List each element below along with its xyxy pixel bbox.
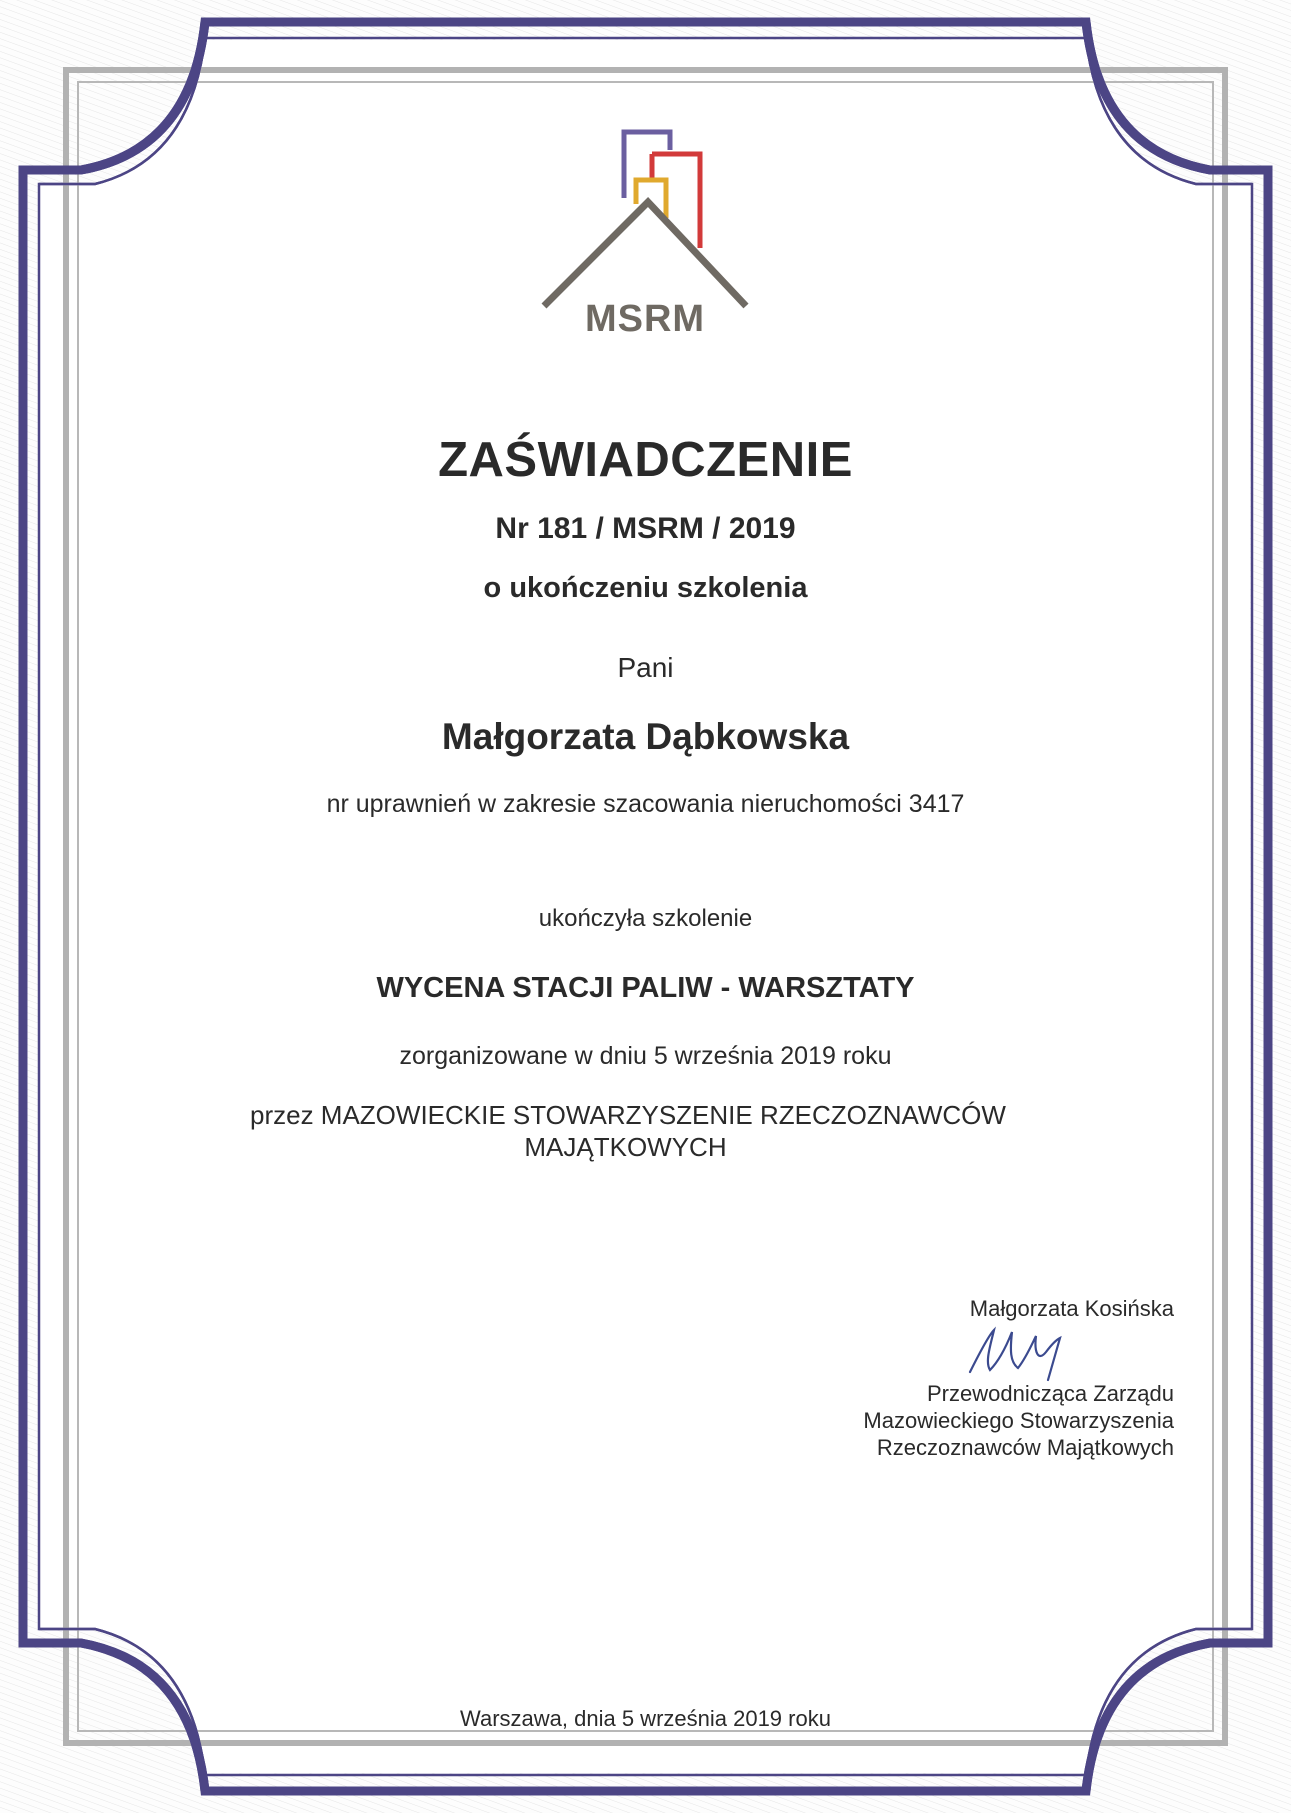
person-name: Małgorzata Dąbkowska bbox=[441, 716, 850, 757]
salutation: Pani bbox=[617, 652, 674, 683]
course-name: WYCENA STACJI PALIW - WARSZTATY bbox=[376, 972, 915, 1004]
certificate-title: ZAŚWIADCZENIE bbox=[438, 433, 853, 487]
role-line-3: Rzeczoznawców Majątkowych bbox=[876, 1435, 1174, 1460]
logo-roof bbox=[544, 202, 746, 306]
place-date: Warszawa, dnia 5 września 2019 roku bbox=[460, 1706, 831, 1731]
certificate-subtitle: o ukończeniu szkolenia bbox=[483, 572, 808, 604]
signatory-name: Małgorzata Kosińska bbox=[969, 1296, 1174, 1321]
certificate-number: Nr 181 / MSRM / 2019 bbox=[495, 512, 796, 545]
organizer-line-2: MAJĄTKOWYCH bbox=[524, 1132, 727, 1162]
logo-text: MSRM bbox=[584, 298, 706, 340]
completed-text: ukończyła szkolenie bbox=[538, 905, 753, 932]
logo-purple-bar bbox=[624, 132, 670, 198]
handwritten-signature-icon bbox=[960, 1322, 1110, 1382]
license-text: nr uprawnień w zakresie szacowania nieruchomości 3417 bbox=[326, 790, 965, 818]
organized-text: zorganizowane w dniu 5 września 2019 roku bbox=[399, 1042, 892, 1070]
role-line-2: Mazowieckiego Stowarzyszenia bbox=[863, 1408, 1174, 1433]
role-line-1: Przewodnicząca Zarządu bbox=[926, 1381, 1174, 1406]
organizer-line-1: przez MAZOWIECKIE STOWARZYSZENIE RZECZOZNAWCÓW bbox=[250, 1100, 1006, 1130]
signatory-role bbox=[863, 1380, 1174, 1461]
